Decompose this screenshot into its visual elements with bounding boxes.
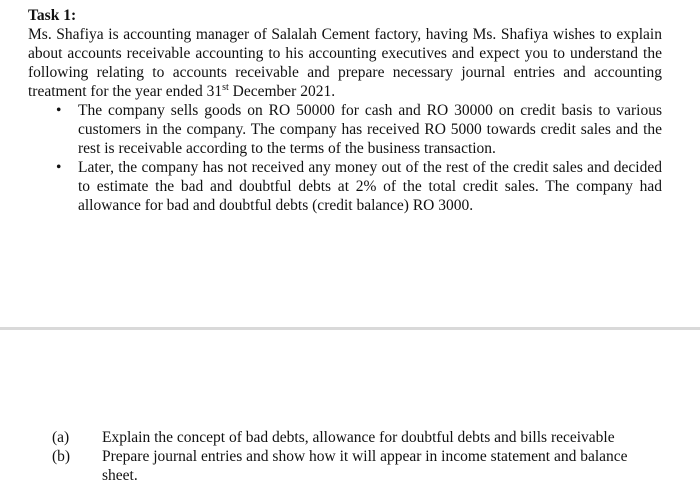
task-intro (28, 25, 662, 101)
task-title: Task 1: (28, 7, 77, 24)
task-section (28, 6, 662, 215)
question-item-b (52, 447, 664, 485)
question-text: Prepare journal entries and show how it will appear in income statement and balance sheet. (102, 448, 628, 484)
question-text: Explain the concept of bad debts, allowance for doubtful debts and bills receivable (102, 429, 615, 446)
bullet-item-sales (28, 101, 662, 158)
bullet-text: Later, the company has not received any money out of the rest of the credit sales and decided to estimate the bad and doubtful debts at 2% of the total credit sales. The company had allowance for bad and doubtful debts (credit balance) RO 3000. (78, 159, 662, 214)
transaction-bullet-list (28, 101, 662, 215)
question-marker: (a) (52, 429, 70, 446)
bullet-icon: • (56, 159, 62, 176)
question-item-a (52, 428, 664, 447)
bullet-text: The company sells goods on RO 50000 for cash and RO 30000 on credit basis to various customers in the company. The company has received RO 5000 towards credit sales and the rest is receivable according to the terms of the business transaction. (78, 102, 662, 157)
questions-list (52, 428, 664, 485)
bullet-item-bad-debts (28, 158, 662, 215)
task-intro-text-end: December 2021. (228, 83, 336, 100)
bullet-icon: • (56, 102, 62, 119)
question-marker: (b) (52, 448, 71, 465)
section-divider (0, 327, 700, 330)
task-intro-text: Ms. Shafiya is accounting manager of Salalah Cement factory, having Ms. Shafiya wishes to explain about accounts receivable accounting to his accounting executives and expect you to understand the following relating to accounts receivable and prepare necessary journal entries and accounting treatment for the year ended 31 (28, 26, 662, 100)
date-ordinal-suffix: st (222, 82, 229, 93)
